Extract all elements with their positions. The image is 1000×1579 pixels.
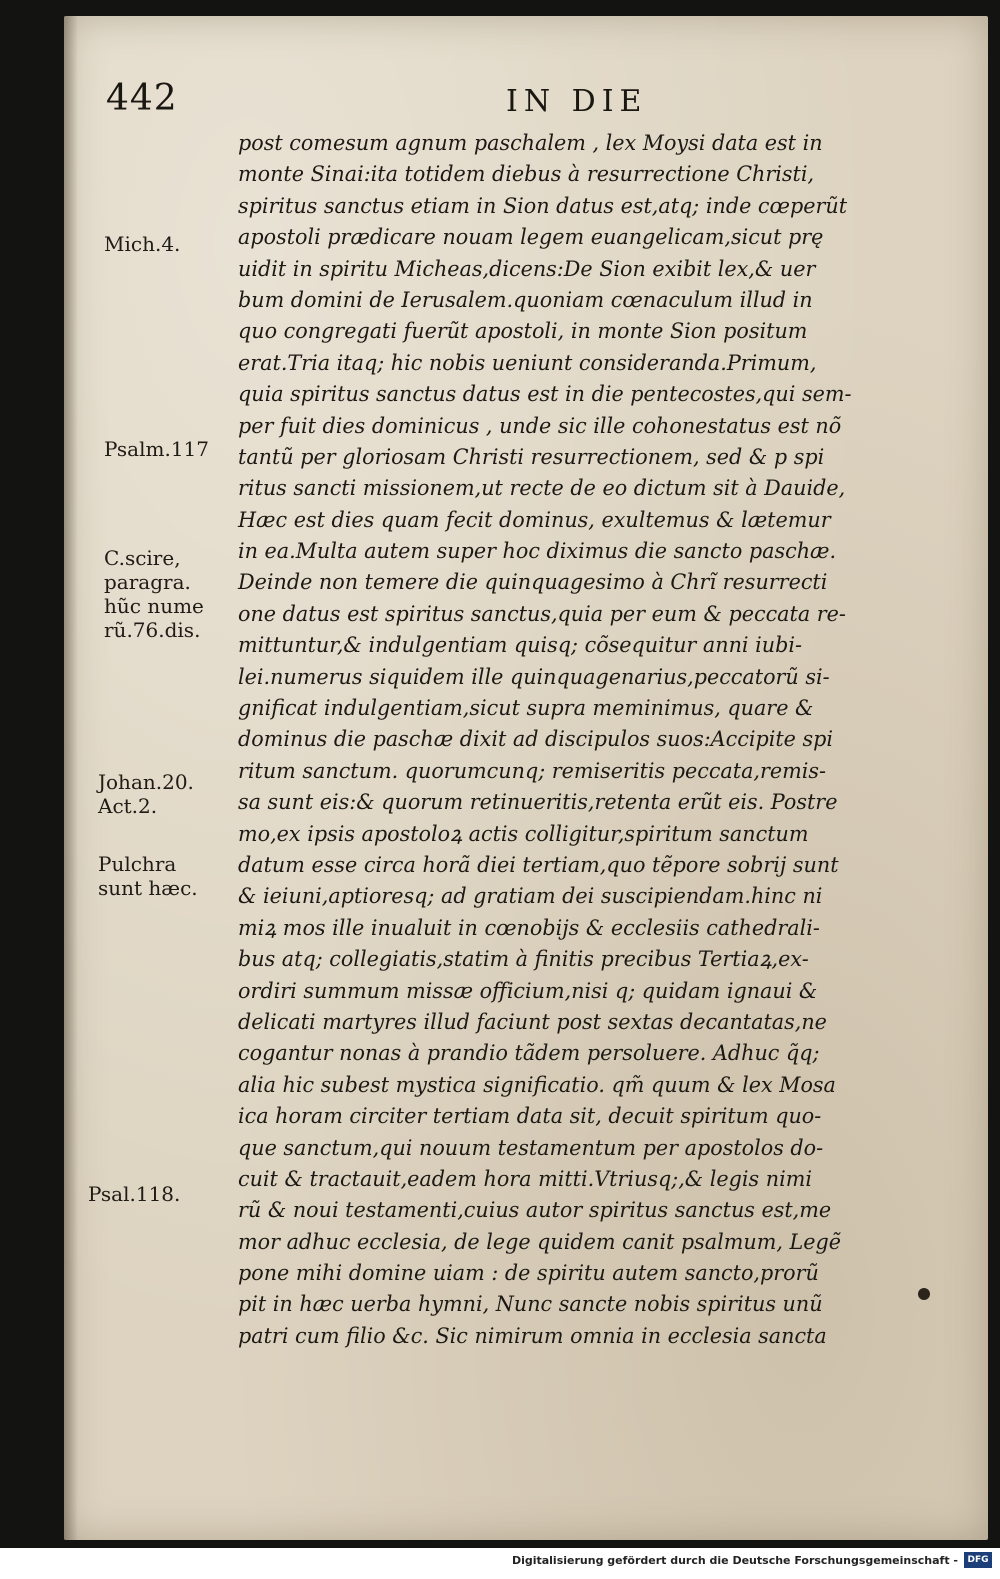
text-line: Deinde non temere die quinquagesimo à Chrĩ resurrecti	[238, 570, 828, 595]
margin-note-line: Psal.118.	[88, 1182, 181, 1206]
text-line: ica horam circiter tertiam data sit, decuit spiritum quo-	[238, 1104, 822, 1129]
text-line: mittuntur,& indulgentiam quisq; cõsequitur anni iubi-	[238, 633, 802, 658]
text-line: rũ & noui testamenti,cuius autor spiritus sanctus est,me	[238, 1198, 832, 1223]
digitization-footer	[0, 1548, 1000, 1579]
text-line: monte Sinai:ita totidem diebus à resurrectione Christi,	[238, 162, 815, 187]
text-line: tantũ per gloriosam Christi resurrectionem, sed & p spi	[238, 444, 825, 469]
text-line: ritus sancti missionem,ut recte de eo dictum sit à Dauide,	[238, 476, 846, 501]
dfg-logo: DFG	[964, 1552, 992, 1568]
text-line: uidit in spiritu Micheas,dicens:De Sion exibit lex,& uer	[238, 256, 816, 281]
margin-note-psal118	[88, 1182, 180, 1206]
footer-credit: Digitalisierung gefördert durch die Deutsche Forschungsgemeinschaft -	[511, 1554, 958, 1567]
margin-note-line: paragra.	[104, 570, 191, 594]
text-line: spiritus sanctus etiam in Sion datus est,atq; inde cœperũt	[238, 193, 848, 218]
margin-note-line: rũ.76.dis.	[104, 618, 201, 642]
page-header	[106, 78, 926, 128]
text-line: post comesum agnum paschalem , lex Moysi data est in	[238, 131, 823, 155]
margin-note-line: Psalm.117	[104, 437, 209, 461]
text-line: pit in hæc uerba hymni, Nunc sancte nobis spiritus unũ	[238, 1292, 823, 1317]
folio-number: 442	[106, 78, 178, 119]
text-line: erat.Tria itaq; hic nobis ueniunt consideranda.Primum,	[238, 350, 817, 375]
text-line: in ea.Multa autem super hoc diximus die sancto paschæ.	[238, 539, 837, 564]
text-line: alia hic subest mystica significatio. qm̃ quum & lex Mosa	[238, 1072, 836, 1097]
text-line: dominus die paschæ dixit ad discipulos suos:Accipite spi	[238, 727, 833, 752]
text-line: lei.numerus siquidem ille quinquagenarius,peccatorũ si-	[238, 664, 830, 689]
text-line: miꝝ mos ille inualuit in cœnobijs & ecclesiis cathedrali-	[238, 915, 820, 940]
text-line: apostoli prædicare nouam legem euangelicam,sicut prę	[238, 225, 824, 250]
margin-note-line: hũc nume	[104, 594, 204, 618]
margin-note-psalm	[104, 437, 209, 461]
ink-blot-mark	[918, 1288, 930, 1300]
margin-note-line: C.scire,	[104, 546, 181, 570]
margin-note-line: sunt hæc.	[98, 876, 198, 900]
margin-note-line: Act.2.	[98, 794, 158, 818]
text-line: patri cum filio &c. Sic nimirum omnia in ecclesia sancta	[238, 1323, 827, 1348]
text-line: ordiri summum missæ officium,nisi q; quidam ignaui &	[238, 978, 818, 1003]
margin-note-line: Mich.4.	[104, 232, 181, 256]
text-line: bum domini de Ierusalem.quoniam cœnaculum illud in	[238, 287, 813, 312]
text-line: mo,ex ipsis apostoloꝝ actis colligitur,spiritum sanctum	[238, 821, 809, 846]
margin-note-johan	[98, 770, 194, 818]
margin-note-mich	[104, 232, 180, 256]
body-text	[238, 128, 938, 1352]
text-line: quia spiritus sanctus datus est in die pentecostes,qui sem-	[238, 382, 852, 407]
text-line: bus atq; collegiatis,statim à finitis precibus Tertiaꝝ,ex-	[238, 947, 809, 972]
text-line: que sanctum,qui nouum testamentum per apostolos do-	[238, 1135, 824, 1160]
margin-note-line: Pulchra	[98, 852, 177, 876]
text-line: per fuit dies dominicus , unde sic ille cohonestatus est nõ	[238, 413, 842, 438]
text-line: pone mihi domine uiam : de spiritu autem sancto,prorũ	[238, 1261, 819, 1286]
text-line: gnificat indulgentiam,sicut supra meminimus, quare &	[238, 696, 814, 721]
text-line: ritum sanctum. quorumcunq; remiseritis peccata,remis-	[238, 758, 827, 783]
text-line: one datus est spiritus sanctus,quia per eum & peccata re-	[238, 601, 846, 626]
margin-note-canon-reference	[104, 546, 204, 642]
text-line: sa sunt eis:& quorum retinueritis,retenta erũt eis. Postre	[238, 790, 838, 815]
text-line: cogantur nonas à prandio tãdem persoluere. Adhuc q̃q;	[238, 1041, 820, 1066]
page-gutter-shadow	[64, 16, 78, 1540]
text-line: Hæc est dies quam fecit dominus, exultemus & lætemur	[238, 507, 831, 532]
margin-note-line: Johan.20.	[98, 770, 194, 794]
margin-note-pulchra	[98, 852, 198, 900]
text-line: delicati martyres illud faciunt post sextas decantatas,ne	[238, 1009, 827, 1034]
text-line: datum esse circa horã diei tertiam,quo tẽpore sobrij sunt	[238, 852, 839, 877]
text-line: & ieiuni,aptioresq; ad gratiam dei suscipiendam.hinc ni	[238, 884, 823, 909]
text-line: cuit & tractauit,eadem hora mitti.Vtriusq;,& legis nimi	[238, 1166, 812, 1191]
text-line: quo congregati fuerũt apostoli, in monte Sion positum	[238, 319, 808, 344]
text-line: mor adhuc ecclesia, de lege quidem canit psalmum, Legẽ	[238, 1229, 842, 1254]
running-head: IN DIE	[506, 84, 648, 119]
